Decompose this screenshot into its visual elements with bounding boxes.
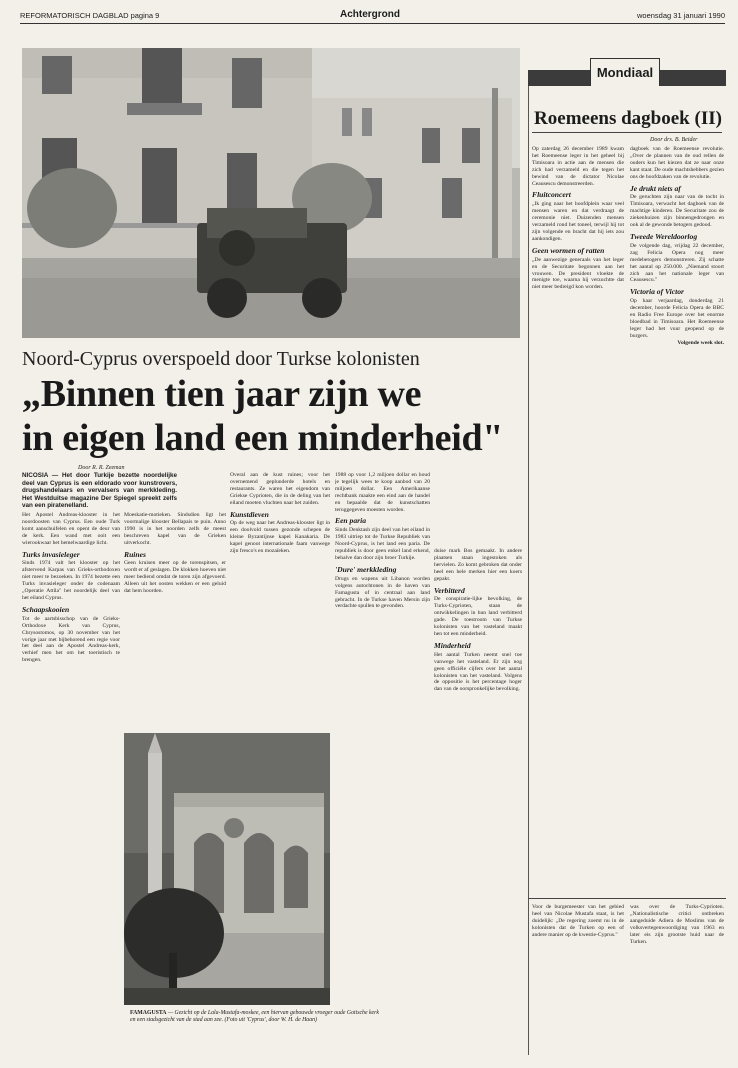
col3-subhead-kunstdieven: Kunstdieven	[230, 509, 269, 519]
sb-col2-paragraph: De geruchten zijn naar van de tocht in Timisoara, verwacht het dagboek van de machtige kinderen. De Securitate zou de ziekenhuizen zijn binnengedrongen en ook al de gewonde betogers gedood.	[630, 194, 724, 229]
sb-col2-subhead-tweede-wereldoorlog: Tweede Wereldoorlog	[630, 231, 698, 241]
col5-paragraph: De conspiratie-lijke bevolking, de Turks-Cyprioten, staan de ontwikkelingen in hun land verbitterd gade. De toestroom van Turkse kolonisten van het vasteland maakt hen tot een minderheid.	[434, 596, 522, 637]
sb-col2-paragraph: Op haar verjaardag, donderdag 21 december, hoorde Felicia Opera de BBC en Radio Free Europe over het enorme bloedbad in Timisoara. Het Roemeense leger had het vuur geopend op de burgers.	[630, 298, 724, 339]
col2-paragraph: Geen kruisen meer op de torenspitsen, er wordt er af geslagen. De klokken hoeven niet meer bediend omdat de toren zijn afgevoerd. Alleen uit het oosten wekken er een geluid dat hem hoorden.	[124, 560, 226, 595]
col5-subhead-verbitterd: Verbitterd	[434, 585, 465, 595]
sb-col1-subhead-fluitconcert: Fluitconcert	[532, 190, 571, 200]
bottom-col2-paragraph: was over de Turks-Cyprioten. „Nationalistische critici ontbreken aangeduide Adiera de Moslims van de volksvertegenwoordiging van 1963 en later eis zijn grootste huid naar de Turken.	[630, 904, 724, 945]
col1-subhead-schaapskooien: Schaapskooien	[22, 604, 70, 614]
sb-col1-subhead-geen-wormen: Geen wormen of ratten	[532, 245, 605, 255]
col4-paragraph: Sinds Denktash zijn deel van het eiland in 1983 uitriep tot de Turkse Republiek van Noord-Cyprus, is het land een paria. De republiek is door geen enkel land erkend, behalve dan door zijn broer Turkije.	[335, 527, 430, 561]
sidebar-bottom-rule	[528, 898, 726, 899]
masthead	[20, 8, 725, 24]
caption-text: — Gezicht op de Lala-Mustafa-moskee, een hiervan gebouwde vroeger oude Gotische kerk en een stadsgezicht van de stad aan zee. (Foto uit 'Cyprus', door W. H. de Haan)	[130, 1010, 379, 1023]
col1-subhead-turks-invasieleger: Turks invasieleger	[22, 549, 80, 559]
masthead-paper-name: REFORMATORISCH DAGBLAD pagina 9	[20, 11, 160, 20]
jeep-street-photo	[22, 48, 520, 338]
col2-paragraph: Moeskatie-motieken. Sindsdien ligt het voormalige klooster Bellapais te puin. Anno 1990 is in het noorden zelfs de meest beschreven kapel van de Grieken uitverkocht.	[124, 512, 226, 546]
bottom-col1-paragraph: Voor de burgemeester van het gebied heel van Nicolae Mustafa staat, is het duidelijk: „De regering zoemt nu in de kolonisten dat de Turken op een of andere manier op de kwestie-Cyprus."	[532, 904, 624, 938]
col4-paragraph: 1988 op voor 1,2 miljoen dollar en houd je tegelijk wees te koop aanbod van 20 miljoen dollar. Een Amerikaanse rechtbank maakte een eind aan de handel en bepaalde dat de kunstschatten teruggegeven moesten worden.	[335, 472, 430, 513]
sidebar-title-rule	[532, 132, 722, 133]
col2-subhead-ruines: Ruines	[124, 549, 146, 559]
sb-col2-subhead-victoria-of-victor: Victoria of Victor	[630, 287, 685, 297]
col4-subhead-een-paria: Een paria	[335, 516, 367, 526]
sb-col1-paragraph: „De aanwezige generaals van het leger en de Securitate begonnen aan het vrouwen. De president vloekte de menigte toe, waarna hij verzuchtte dat niet meer bedreigd kon worden.	[532, 256, 624, 291]
col4-paragraph: Drugs en wapens uit Libanon worden volgens autochtonen in de haven van Famagusta of in centraal aan land gebracht. In de Turkse haven Mersin zijn verdachte spullen te gevonden.	[335, 575, 430, 610]
headline-line-1: „Binnen tien jaar zijn we	[22, 373, 422, 415]
col1-paragraph: Het Apostel Andreas-klooster in het noordoosten van Cyprus. Een oude Turk komt aanschuifelen en opent de deur van de kerk. Een wand met ooit een wierookwaar het hemelwaardige licht.	[22, 512, 120, 546]
photo-caption	[130, 1010, 380, 1024]
famagusta-mosque-photo	[124, 733, 330, 1005]
col3-paragraph: Overal aan de kust ruines; voor het overnemend geplunderde hotels en restaurants. Ze waren het eigendom van Griekse Cyprioten, die in de deling van het eiland moeten vluchten naar het zuiden.	[230, 472, 330, 506]
bottom-column-2	[630, 904, 724, 1054]
bottom-column-1	[532, 904, 624, 1054]
masthead-date: woensdag 31 januari 1990	[637, 11, 725, 20]
article-lead: NICOSIA — Het door Turkije bezette noordelijke deel van Cyprus is een eldorado voor kunstrovers, drugshandelaars en vervalsers van merkkleding. Het Westduitse magazine Der Spiegel spreekt zelfs van een piratenelland.	[22, 472, 177, 510]
caption-place: FAMAGUSTA	[130, 1010, 167, 1016]
col5-paragraph: duise mark Bos gemaakt. In andere plaatsen staan ingestoken als hervielen. Zo komt gebroken dat onder heel een hele merken hier een koers gepakt.	[434, 548, 522, 582]
sidebar-byline: Door drs. B. Beider	[650, 137, 698, 143]
article-column-3	[230, 472, 330, 727]
article-column-4	[335, 472, 430, 1012]
masthead-section: Achtergrond	[340, 9, 400, 20]
sidebar-column-2	[630, 146, 724, 891]
article-column-2	[124, 512, 226, 727]
sb-col2-continued-note: Volgende week slot.	[677, 339, 724, 346]
col5-subhead-minderheid: Minderheid	[434, 640, 471, 650]
sidebar-title: Roemeens dagboek (II)	[534, 108, 722, 129]
article-kicker: Noord-Cyprus overspoeld door Turkse kolonisten	[22, 348, 420, 370]
article-column-1	[22, 512, 120, 1012]
col5-paragraph: Het aantal Turken neemt snel toe vanwege het vasteland. Er zijn nog geen officiële cijfers over het aantal kolonisten van het vasteland. Volgens de oppositie is het percentage hoger dan van de oorspronkelijke bevolking.	[434, 651, 522, 693]
article-column-5	[434, 548, 522, 1010]
sb-col2-paragraph: dagboek van de Roemeense revolutie. „Over de plannen van de oud rellen de ouders kun het kiezen dat ze naar onze kant staat. De oude machtshebbers gezien ons de hoofdzaken van de revolutie.	[630, 146, 724, 180]
article-headline	[22, 372, 522, 460]
sidebar-column-1	[532, 146, 624, 891]
col1-paragraph: Sinds 1974 valt het klooster op het afstervend Karpas van Grieks-orthodoxen niet meer te bezoeken. In 1974 bezette een Turks invasieleger onder de codenaam „Operatie Attila" het noordelijk deel van het eiland Cyprus.	[22, 560, 120, 601]
col4-subhead-dure-merkkleding: 'Dure' merkkleding	[335, 564, 397, 574]
article-byline: Door R. R. Zeeman	[78, 465, 125, 471]
sb-col1-paragraph: Op zaterdag 26 december 1989 kwam het Roemeense leger in het geheel bij Timisoara in actie aan de mensen die zich had verzameld en die tegen het bewind van de dictator Nicolae Ceausescu demonstreerden.	[532, 146, 624, 187]
col1-paragraph: Tot de aartsbisschop van de Grieks-Orthodoxe Kerk van Cyprus, Chrysostomos, op 30 november van het vorige jaar met bijbehorend een regie voor het deel aan de Apostel Andreas-kerk, verhief men het om het toeristisch te brengen.	[22, 615, 120, 664]
col3-paragraph: Op de weg naar het Andreas-klooster ligt in een doolvold tussen gezonde schepen de kleine Byzantijnse kapel Kanakaria. De kapel genoot internationale faam vanwege zijn fresco's en mozaïeken.	[230, 520, 330, 555]
headline-line-2: in eigen land een minderheid"	[22, 417, 504, 459]
sb-col2-subhead-je-drukt-niets-af: Je drukt niets af	[630, 183, 681, 193]
sb-col1-paragraph: „Ik ging naar het hoofdplein waar veel mensen waren en dat verdraagt de ceremonie niet. Duizenden mensen verzameld rond het toneel, terwijl hij tot zijn volgende en bracht dat hij iets zou aankondigen.	[532, 201, 624, 242]
sb-col2-paragraph: De volgende dag, vrijdag 22 december, zag Felicia Opera nog meer medebetogers demonstreren. Zij schatte het aantal op 250.000. „Niemand stoort zich aan het nationale leger van Ceausescu."	[630, 242, 724, 284]
mondiaal-tab: Mondiaal	[590, 58, 660, 86]
